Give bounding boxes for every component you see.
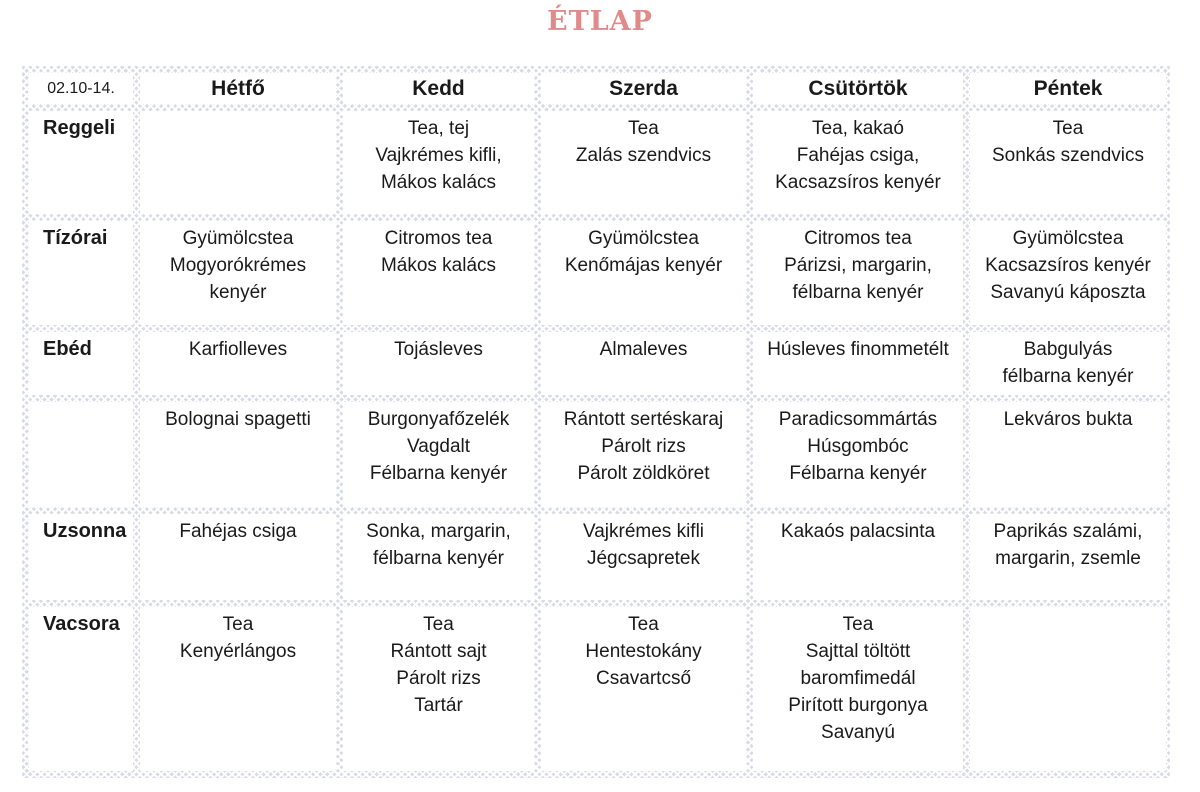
meal-label: Reggeli [29, 111, 133, 214]
dish-line: Mogyorókrémes [169, 255, 307, 277]
dish-line: Almaleves [599, 338, 688, 360]
dish-line: Kenőmájas kenyér [564, 255, 723, 277]
dish-line: Jégcsapretek [586, 547, 700, 569]
menu-cell [343, 221, 534, 324]
dish-line: Paradicsommártás [778, 409, 938, 431]
dish-line: Húsgombóc [807, 436, 909, 458]
dish-line: Vajkrémes kifli [582, 520, 705, 542]
dish-line: baromfimedál [800, 668, 916, 690]
menu-cell [970, 332, 1166, 396]
dish-line: Gyümölcstea [588, 228, 699, 250]
dish-line: Rántott sajt [390, 641, 487, 663]
dish-line: Tojásleves [394, 338, 483, 360]
meal-row [29, 111, 1166, 214]
menu-cell [541, 607, 746, 771]
menu-cell [970, 607, 1166, 771]
dish-line: Mákos kalács [380, 255, 497, 277]
meal-row [29, 221, 1166, 324]
menu-cell [140, 221, 336, 324]
dish-line: Csavartcső [595, 668, 692, 690]
meal-label: Vacsora [29, 607, 133, 771]
dish-line: Tea, tej [407, 118, 470, 139]
dish-line: Hentestokány [585, 641, 702, 663]
menu-cell [140, 332, 336, 396]
dish-line: Félbarna kenyér [369, 463, 508, 485]
menu-cell [541, 111, 746, 214]
dish-line: Mákos kalács [380, 172, 497, 193]
dish-line: Fahéjas csiga [179, 520, 297, 542]
menu-table [22, 66, 1173, 778]
menu-cell [753, 514, 963, 600]
dish-line: Tea [222, 614, 254, 636]
meal-label: Ebéd [29, 332, 133, 396]
dish-line: Pirított burgonya [788, 695, 928, 717]
dish-line: Gyümölcstea [1012, 228, 1124, 250]
dish-line: Párolt zöldköret [577, 463, 710, 485]
menu-cell [343, 607, 534, 771]
dish-line: Vagdalt [406, 436, 471, 458]
menu-cell [140, 607, 336, 771]
menu-cell [343, 332, 534, 396]
menu-cell [753, 607, 963, 771]
dish-line: Zalás szendvics [575, 145, 712, 166]
dish-line: Sonkás szendvics [991, 145, 1145, 166]
dish-line: Karfiolleves [188, 338, 288, 360]
dish-line: Vajkrémes kifli, [375, 145, 502, 166]
dish-line: félbarna kenyér [792, 282, 924, 304]
menu-cell [970, 402, 1166, 507]
dish-line: Tea, kakaó [812, 118, 904, 139]
dish-line: Lekváros bukta [1003, 409, 1133, 431]
meal-label: Uzsonna [29, 514, 133, 600]
dish-line: Tea [423, 614, 454, 636]
day-header: Péntek [970, 73, 1166, 104]
day-header: Csütörtök [753, 73, 963, 104]
menu-cell [541, 221, 746, 324]
menu-cell [343, 402, 534, 507]
dish-line: Fahéjas csiga, [796, 145, 920, 166]
dish-line: kenyér [209, 282, 267, 304]
dish-line: Tartár [414, 695, 463, 717]
header-row [29, 73, 1166, 104]
dish-line: Babgulyás [1023, 338, 1113, 360]
menu-cell [541, 402, 746, 507]
menu-cell [970, 221, 1166, 324]
dish-line: Kacsazsíros kenyér [985, 255, 1151, 277]
dish-line: Savanyú [821, 722, 895, 744]
meal-row [29, 607, 1166, 771]
dish-line: félbarna kenyér [1002, 365, 1134, 387]
page-title: ÉTLAP [547, 6, 653, 37]
dish-line: Savanyú káposzta [990, 282, 1146, 304]
menu-frame [22, 66, 1170, 778]
menu-cell [753, 332, 963, 396]
dish-line: Sajttal töltött [805, 641, 911, 663]
date-range: 02.10-14. [29, 73, 133, 104]
dish-line: Citromos tea [384, 228, 493, 250]
dish-line: Kenyérlángos [179, 641, 297, 663]
menu-cell [140, 111, 336, 214]
menu-cell [753, 221, 963, 324]
menu-cell [541, 514, 746, 600]
dish-line: Kacsazsíros kenyér [775, 172, 941, 193]
dish-line: Húsleves finommetélt [767, 338, 949, 360]
menu-cell [541, 332, 746, 396]
meal-row [29, 514, 1166, 600]
meal-label [29, 402, 133, 507]
dish-line: Burgonyafőzelék [367, 409, 510, 431]
meal-row [29, 332, 1166, 396]
dish-line: Párolt rizs [601, 436, 686, 458]
dish-line: margarin, zsemle [995, 547, 1141, 569]
dish-line: Tea [628, 614, 659, 636]
day-header: Hétfő [140, 73, 336, 104]
meal-row [29, 402, 1166, 507]
dish-line: Gyümölcstea [182, 228, 294, 250]
dish-line: Kakaós palacsinta [780, 520, 936, 542]
day-header: Szerda [541, 73, 746, 104]
dish-line: Paprikás szalámi, [993, 520, 1143, 542]
menu-cell [753, 402, 963, 507]
dish-line: Bolognai spagetti [165, 409, 311, 431]
dish-line: Citromos tea [804, 228, 912, 250]
menu-cell [970, 514, 1166, 600]
dish-line: Párizsi, margarin, [784, 255, 932, 277]
menu-cell [753, 111, 963, 214]
menu-cell [343, 111, 534, 214]
dish-line: Tea [628, 118, 659, 139]
menu-cell [343, 514, 534, 600]
menu-cell [140, 402, 336, 507]
dish-line: Párolt rizs [396, 668, 481, 690]
menu-cell [140, 514, 336, 600]
day-header: Kedd [343, 73, 534, 104]
dish-line: félbarna kenyér [373, 547, 504, 569]
dish-line: Tea [1052, 118, 1084, 139]
meal-label: Tízórai [29, 221, 133, 324]
dish-line: Tea [842, 614, 874, 636]
dish-line: Sonka, margarin, [366, 520, 511, 542]
menu-cell [970, 111, 1166, 214]
dish-line: Rántott sertéskaraj [563, 409, 724, 431]
dish-line: Félbarna kenyér [789, 463, 927, 485]
